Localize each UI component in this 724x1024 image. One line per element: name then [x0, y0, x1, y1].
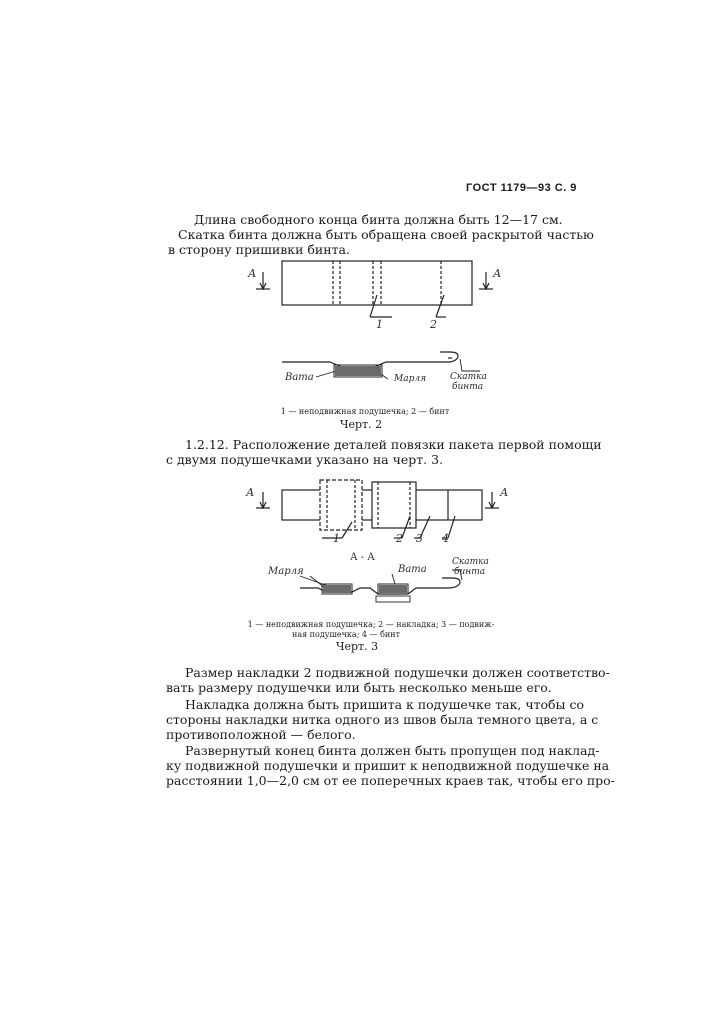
label-vata-3: Вата: [398, 564, 427, 575]
paragraph-free-end: Длина свободного конца бинта должна быть 12—17 см.: [194, 212, 563, 227]
arrow-a-right-label: А: [493, 267, 502, 280]
callout-2-3: 2: [396, 532, 403, 545]
paragraph-sewing-a: Накладка должна быть пришита к подушечке так, чтобы со: [185, 697, 585, 712]
label-vata: Вата: [285, 372, 314, 383]
paragraph-unrolled-c: расстоянии 1,0—2,0 см от ее поперечных краев так, чтобы его про-: [166, 773, 615, 788]
arrow-a-left-label-3: А: [246, 486, 255, 499]
section-aa: А - А: [350, 552, 375, 563]
callout-3-3: 3: [416, 532, 423, 545]
callout-1: 1: [376, 318, 383, 331]
callout-1-3: 1: [333, 532, 340, 545]
figure-3-legend-2: ная подушечка; 4 — бинт: [291, 630, 401, 639]
label-binta-3: бинта: [454, 567, 486, 577]
paragraph-sewing-c: противоположной — белого.: [166, 727, 356, 742]
callout-4-3: 4: [442, 532, 449, 545]
callout-2: 2: [430, 318, 437, 331]
paragraph-1-2-12-a: 1.2.12. Расположение деталей повязки пакета первой помощи: [185, 437, 602, 452]
label-marlya: Марля: [394, 374, 427, 384]
arrow-a-right-label-3: А: [500, 486, 509, 499]
paragraph-overlay-size-a: Размер накладки 2 подвижной подушечки должен соответство-: [185, 665, 610, 680]
figure-3-title: Черт. 3: [336, 640, 379, 653]
paragraph-1-2-12-b: с двумя подушечками указано на черт. 3.: [166, 452, 444, 467]
figure-2-drawing: [230, 255, 530, 405]
paragraph-unrolled-b: ку подвижной подушечки и пришит к неподвижной подушечке на: [166, 758, 610, 773]
paragraph-unrolled-a: Развернутый конец бинта должен быть пропущен под наклад-: [185, 743, 600, 758]
label-skatka-3: Скатка: [452, 557, 489, 567]
figure-3-drawing: [230, 472, 530, 622]
paragraph-roll-2: в сторону пришивки бинта.: [168, 242, 350, 257]
figure-2-legend: 1 — неподвижная подушечка; 2 — бинт: [280, 407, 450, 416]
label-marlya-3: Марля: [268, 566, 304, 577]
paragraph-overlay-size-b: вать размеру подушечки или быть несколько меньше его.: [166, 680, 552, 695]
paragraph-roll-1: Скатка бинта должна быть обращена своей раскрытой частью: [178, 227, 594, 242]
label-binta: бинта: [452, 382, 484, 392]
bandage-strip: [282, 261, 472, 305]
paragraph-sewing-b: стороны накладки нитка одного из швов была темного цвета, а с: [166, 712, 599, 727]
page-header: ГОСТ 1179—93 С. 9: [466, 182, 577, 194]
figure-3-legend-1: 1 — неподвижная подушечка; 2 — накладка; 3 — подвиж-: [247, 620, 495, 629]
figure-2-title: Черт. 2: [340, 418, 383, 431]
label-skatka: Скатка: [450, 372, 487, 382]
arrow-a-left-label: А: [248, 267, 257, 280]
